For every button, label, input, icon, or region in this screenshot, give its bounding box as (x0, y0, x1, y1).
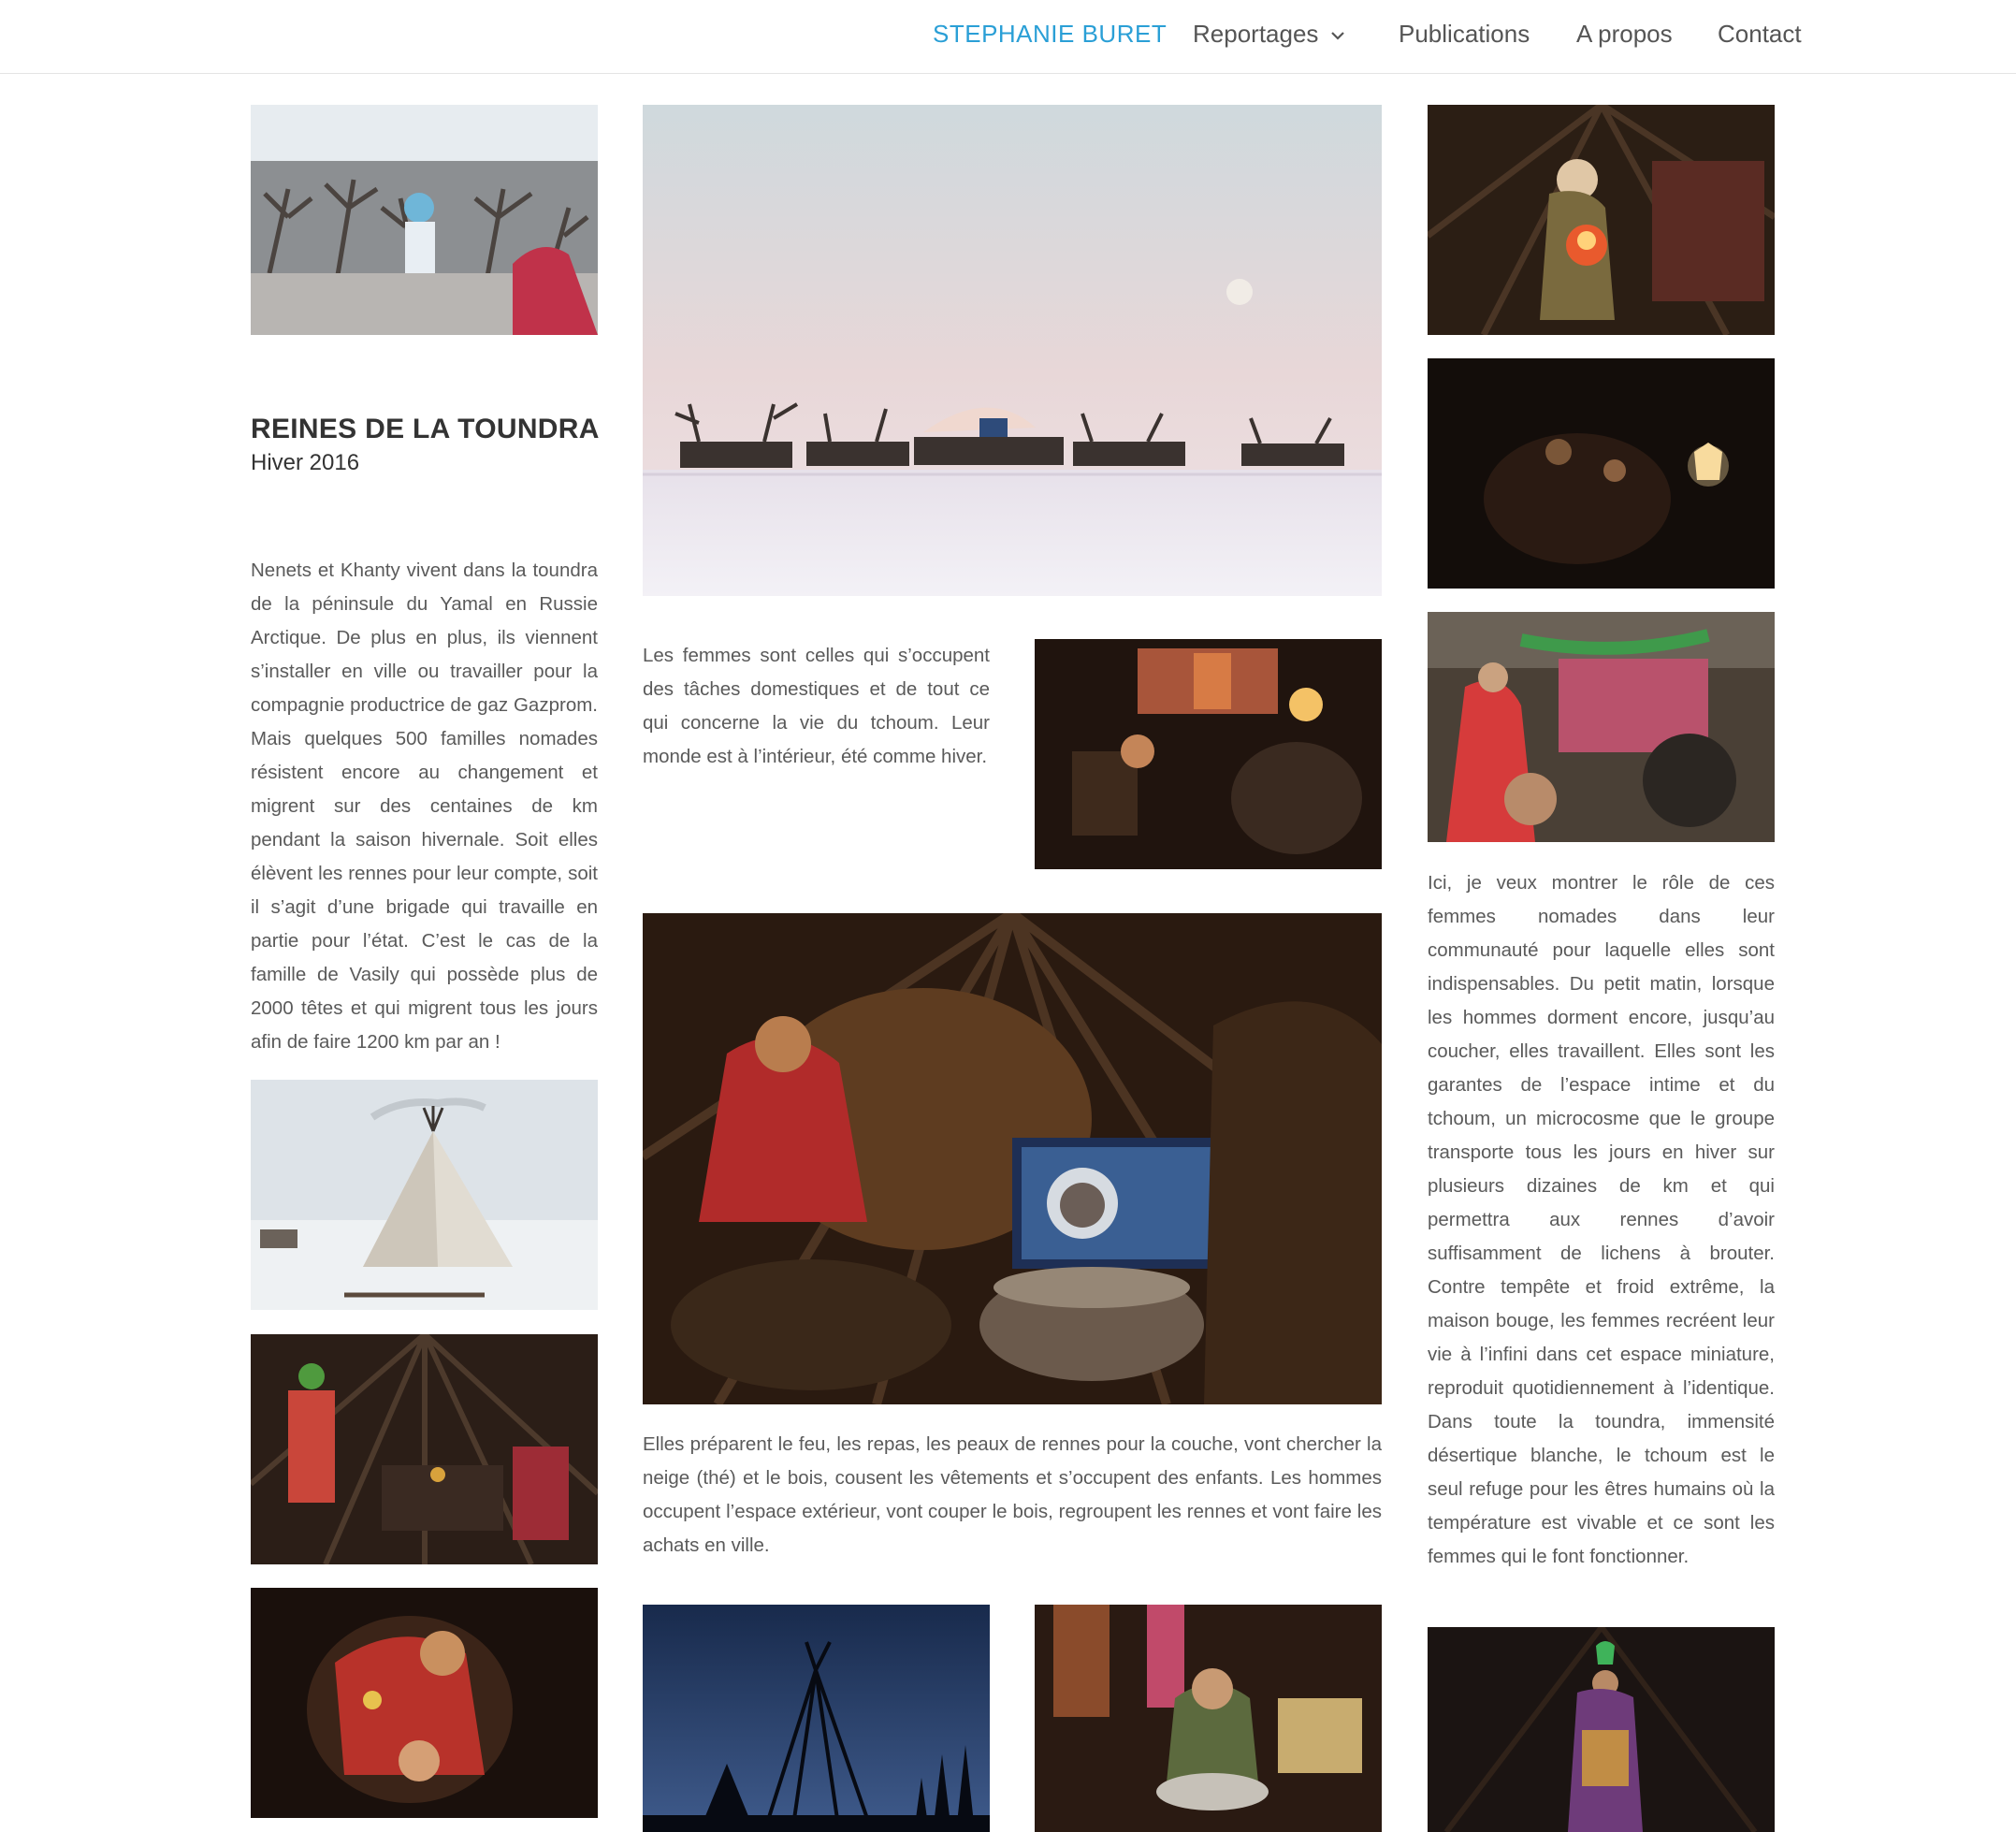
photo-mother-child[interactable] (251, 1588, 598, 1818)
photo-reindeer-sled-caravan[interactable] (643, 105, 1382, 596)
photo-woman-green-lamp[interactable] (1428, 1627, 1775, 1832)
photo-dancing-girl[interactable] (1428, 612, 1775, 842)
photo-girl-lantern[interactable] (1428, 105, 1775, 335)
nav-contact[interactable]: Contact (1718, 20, 1802, 48)
role-paragraph: Ici, je veux montrer le rôle de ces femmes nomades dans leur communauté pour laquelle elles sont indispensables. Du petit matin, lorsque les hommes dorment encore, jusqu’au coucher, elles travaillent. Elles sont les garantes de l’espace intime et du tchoum, un microcosme que le groupe transporte tous les jours en hiver sur plusieurs dizaines de km et qui permettra aux rennes d’avoir suffisamment de lichens à brouter. Contre tempête et froid extrême, la maison bouge, les femmes recréent leur vie à l’infini dans cet espace miniature, reproduit quotidiennement à l’identique. Dans toute la toundra, immensité désertique blanche, le tchoum est le seul refuge pour les êtres humains où la température est vivable et ce sont les femmes qui le font fonctionner. (1428, 872, 1775, 1567)
photo-woman-washing[interactable] (1035, 1605, 1382, 1832)
photo-dark-tent-lamp[interactable] (1428, 358, 1775, 589)
photo-reindeer-herd[interactable] (251, 105, 598, 335)
page-title: REINES DE LA TOUNDRA (251, 414, 600, 445)
photo-tent-lantern-meal[interactable] (1035, 639, 1382, 869)
nav-apropos[interactable]: A propos (1576, 20, 1673, 48)
nav-reportages-label: Reportages (1193, 20, 1319, 48)
site-header (0, 0, 2016, 74)
nav-brand-link[interactable]: STEPHANIE BURET (933, 20, 1168, 48)
page-subtitle: Hiver 2016 (251, 450, 360, 475)
chevron-down-icon (1329, 27, 1346, 44)
nav-reportages[interactable] (1193, 15, 1346, 52)
photo-tent-interior-1[interactable] (251, 1334, 598, 1564)
photo-tent-tv-astronaut[interactable] (643, 913, 1382, 1404)
photo-tent-snow[interactable] (251, 1080, 598, 1310)
women-paragraph: Les femmes sont celles qui s’occupent des tâches domestiques et de tout ce qui concerne la vie du tchoum. Leur monde est à l’intérieur, été comme hiver. (643, 645, 990, 767)
photo-tent-silhouette-dusk[interactable] (643, 1605, 990, 1832)
intro-paragraph: Nenets et Khanty vivent dans la toundra de la péninsule du Yamal en Russie Arctique. De plus en plus, ils viennent s’installer en ville ou travailler pour la compagnie productrice de gaz Gazprom. Mais quelques 500 familles nomades résistent encore au changement et migrent sur des centaines de km pendant la saison hivernale. Soit elles élèvent les rennes pour leur compte, soit il s’agit d’une brigade qui travaille en partie pour l’état. C’est le cas de la famille de Vasily qui possède plus de 2000 têtes et qui migrent tous les jours afin de faire 1200 km par an ! (251, 560, 598, 1053)
tasks-paragraph: Elles préparent le feu, les repas, les peaux de rennes pour la couche, vont chercher la neige (thé) et le bois, cousent les vêtements et s’occupent des enfants. Les hommes occupent l’espace extérieur, vont couper le bois, regroupent les rennes et vont faire les achats en ville. (643, 1433, 1382, 1556)
nav-publications[interactable]: Publications (1399, 20, 1530, 48)
